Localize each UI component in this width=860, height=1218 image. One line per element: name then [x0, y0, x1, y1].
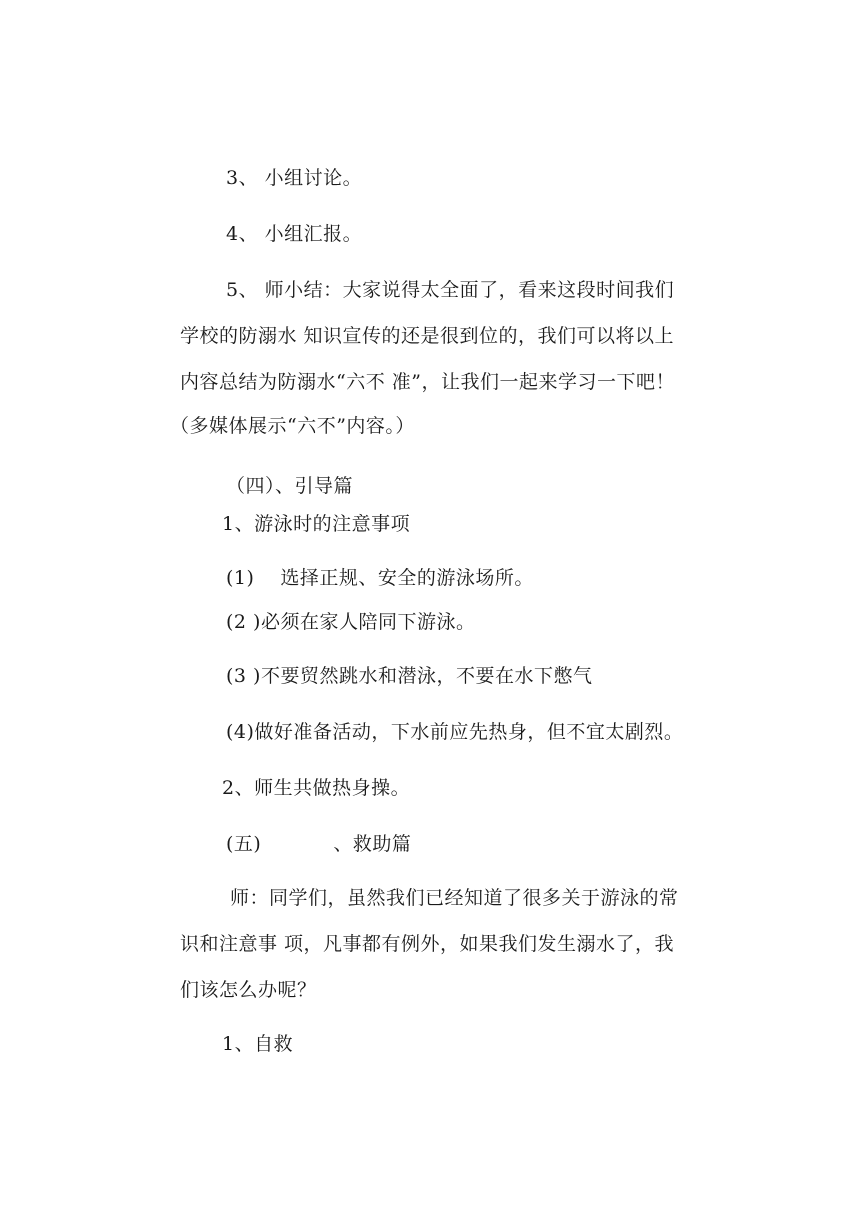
list-item: (4)做好准备活动，下水前应先热身，但不宜太剧烈。: [226, 721, 684, 743]
item-4: 4、 小组汇报。: [226, 223, 363, 245]
subheading: 2、师生共做热身操。: [222, 777, 411, 799]
paragraph-line: 内容总结为防溺水“六不 准”，让我们一起来学习一下吧！: [180, 371, 675, 393]
paragraph-line: 师：同学们，虽然我们已经知道了很多关于游泳的常: [230, 887, 679, 909]
subheading: 1、自救: [222, 1033, 294, 1055]
paragraph-line: 们该怎么办呢？: [180, 979, 317, 1001]
list-item: (2 )必须在家人陪同下游泳。: [226, 611, 476, 633]
list-text: 选择正规、安全的游泳场所。: [280, 567, 534, 589]
paragraph-line: 学校的防溺水 知识宣传的还是很到位的，我们可以将以上: [180, 325, 675, 347]
section-heading-4: （四）、引导篇: [226, 475, 354, 497]
item-3: 3、 小组讨论。: [226, 167, 363, 189]
section-number: (五): [226, 833, 262, 855]
subheading: 1、游泳时的注意事项: [222, 513, 411, 535]
list-item: [226, 566, 534, 590]
item-5: 5、 师小结：大家说得太全面了，看来这段时间我们: [226, 279, 675, 301]
section-heading-5: [226, 832, 411, 856]
list-item: (3 )不要贸然跳水和潜泳，不要在水下憋气: [226, 665, 593, 687]
section-title: 、救助篇: [333, 833, 412, 855]
paragraph-line: 识和注意事 项，凡事都有例外，如果我们发生溺水了，我: [180, 933, 675, 955]
list-number: (1): [226, 567, 255, 589]
paragraph-line: （多媒体展示“六不”内容。）: [170, 415, 415, 437]
